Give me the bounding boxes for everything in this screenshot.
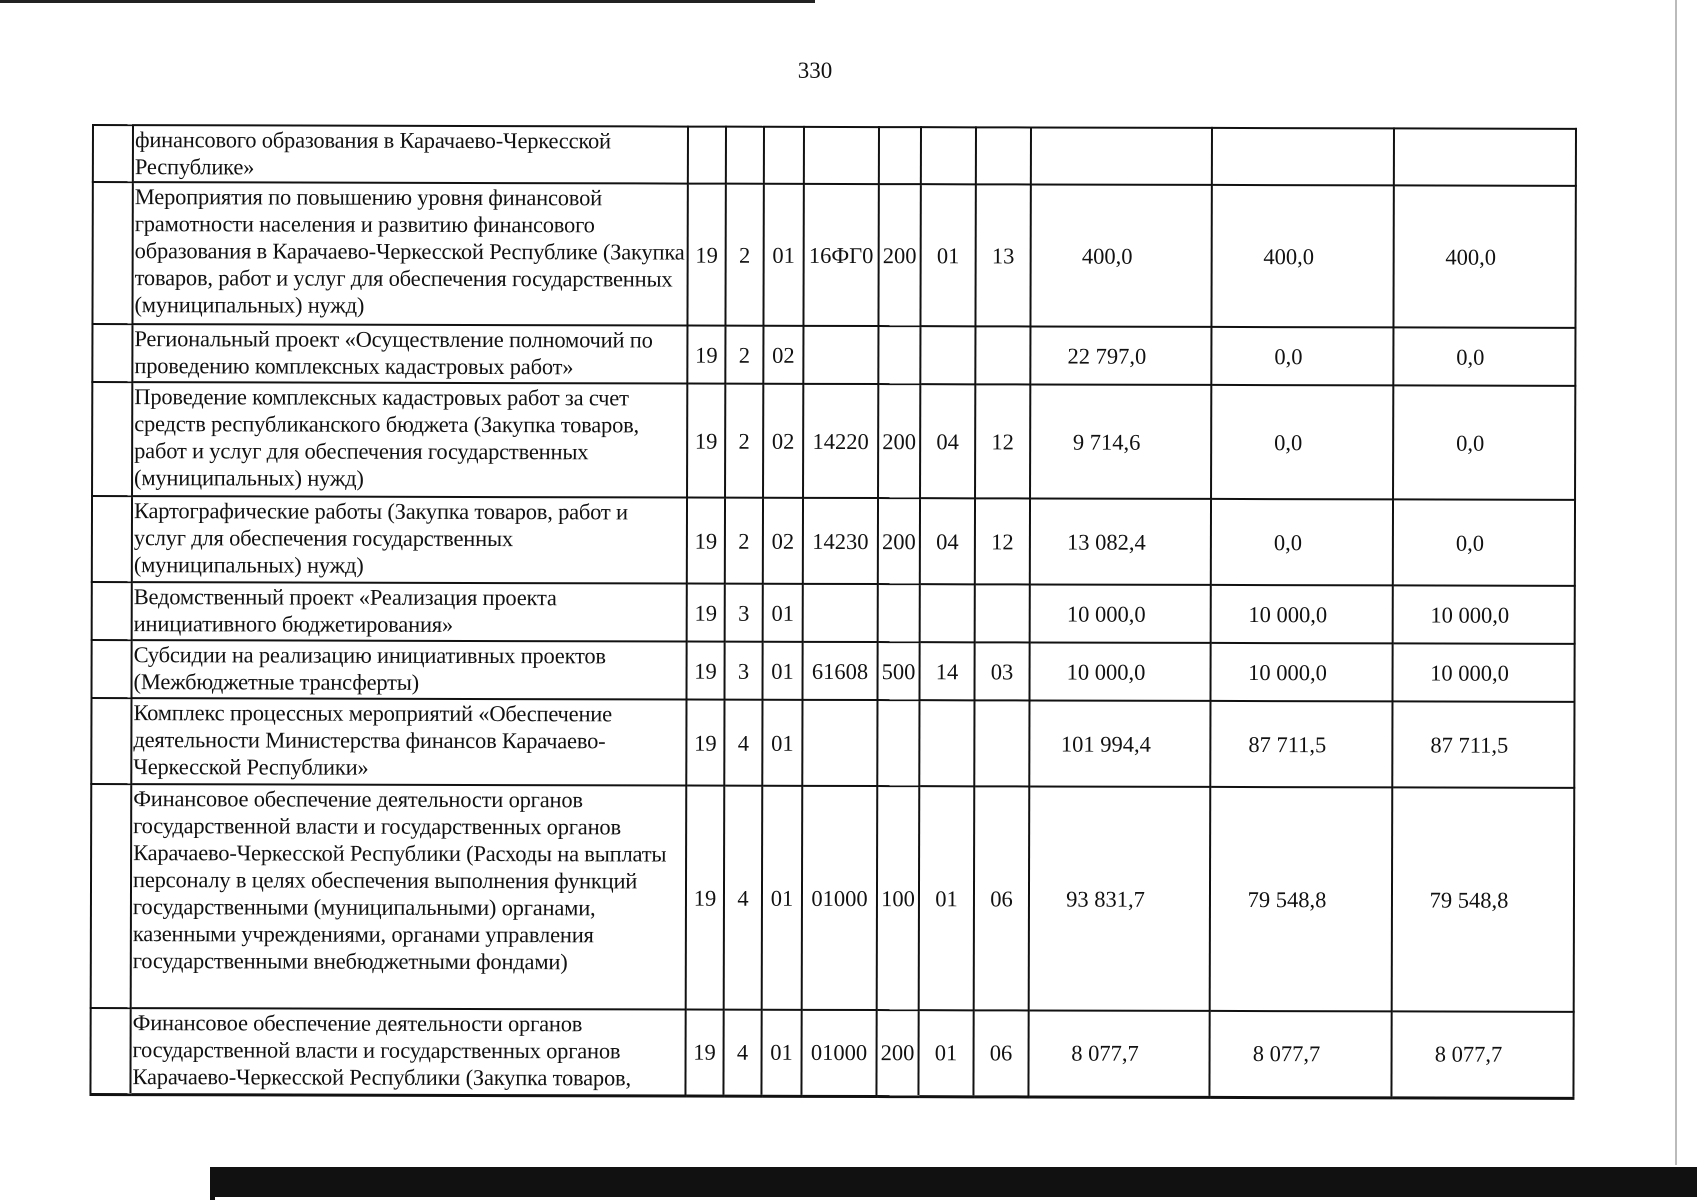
subsection-code: 06 bbox=[973, 1010, 1028, 1096]
subprogram-code bbox=[726, 127, 764, 184]
amount-year-1: 10 000,0 bbox=[1029, 642, 1210, 700]
amount-year-1: 9 714,6 bbox=[1030, 384, 1211, 498]
expense-name: Финансовое обеспечение деятельности органов государственной власти и государственных органов Карачаево-Черкесской Республики (Расходы на выплаты персоналу в целях обеспечения выполнения функций государственными (муниципальными) органами, казенными учреждениями, органами управления государственными внебюджетными фондами) bbox=[131, 784, 687, 1009]
event-code: 01 bbox=[762, 786, 803, 1010]
subprogram-code: 2 bbox=[725, 384, 763, 498]
event-code bbox=[764, 127, 804, 184]
row-number bbox=[90, 1008, 130, 1094]
direction-code: 01000 bbox=[801, 1010, 876, 1096]
program-code: 19 bbox=[686, 642, 724, 700]
expense-type-code bbox=[877, 700, 919, 786]
scan-edge-top bbox=[0, 0, 815, 3]
event-code: 02 bbox=[763, 384, 803, 498]
program-code: 19 bbox=[686, 786, 725, 1010]
table-row bbox=[92, 582, 1575, 644]
amount-year-1: 400,0 bbox=[1030, 184, 1211, 326]
row-number bbox=[91, 698, 131, 784]
program-code: 19 bbox=[687, 326, 725, 384]
amount-year-2: 400,0 bbox=[1211, 185, 1393, 327]
section-code: 04 bbox=[920, 384, 975, 498]
table-row bbox=[93, 125, 1576, 186]
row-number bbox=[92, 324, 132, 382]
direction-code bbox=[803, 326, 878, 384]
subsection-code: 13 bbox=[975, 184, 1030, 326]
subsection-code bbox=[974, 700, 1029, 786]
table-row bbox=[92, 324, 1575, 386]
section-code: 01 bbox=[920, 184, 975, 326]
amount-year-3: 400,0 bbox=[1393, 185, 1575, 327]
table-row bbox=[92, 496, 1575, 586]
table-row bbox=[92, 182, 1575, 328]
expense-type-code bbox=[878, 326, 920, 384]
section-code bbox=[920, 326, 975, 384]
event-code: 01 bbox=[762, 700, 802, 786]
row-number bbox=[92, 182, 132, 324]
direction-code: 14220 bbox=[803, 384, 878, 498]
table-body bbox=[90, 125, 1576, 1098]
amount-year-3 bbox=[1394, 128, 1576, 185]
subsection-code bbox=[976, 127, 1031, 184]
section-code bbox=[921, 127, 976, 184]
direction-code: 61608 bbox=[802, 642, 877, 700]
subprogram-code: 2 bbox=[725, 326, 763, 384]
expense-type-code: 200 bbox=[876, 1010, 918, 1096]
event-code: 01 bbox=[763, 184, 803, 326]
row-number bbox=[92, 382, 132, 496]
direction-code: 01000 bbox=[802, 786, 878, 1010]
table-row bbox=[91, 640, 1574, 702]
direction-code bbox=[804, 127, 879, 184]
program-code: 19 bbox=[687, 584, 725, 642]
event-code: 01 bbox=[763, 584, 803, 642]
program-code: 19 bbox=[687, 384, 725, 498]
amount-year-2: 0,0 bbox=[1211, 327, 1393, 385]
subprogram-code: 2 bbox=[725, 184, 763, 326]
expense-name: Комплекс процессных мероприятий «Обеспечение деятельности Министерства финансов Карачаево-Черкесской Республики» bbox=[131, 698, 686, 785]
program-code bbox=[688, 127, 726, 184]
table-row bbox=[91, 698, 1574, 788]
program-code: 19 bbox=[686, 700, 724, 786]
subprogram-code: 4 bbox=[724, 786, 763, 1010]
direction-code bbox=[803, 584, 878, 642]
amount-year-1 bbox=[1031, 127, 1212, 184]
amount-year-1: 8 077,7 bbox=[1028, 1010, 1209, 1096]
amount-year-3: 0,0 bbox=[1393, 385, 1575, 499]
amount-year-3: 8 077,7 bbox=[1391, 1011, 1573, 1097]
direction-code: 16ФГ0 bbox=[803, 184, 878, 326]
amount-year-3: 10 000,0 bbox=[1393, 585, 1575, 643]
subprogram-code: 3 bbox=[724, 642, 762, 700]
amount-year-3: 0,0 bbox=[1393, 499, 1575, 585]
section-code: 01 bbox=[918, 1010, 973, 1096]
subprogram-code: 4 bbox=[724, 700, 762, 786]
amount-year-2 bbox=[1212, 128, 1394, 185]
amount-year-2: 87 711,5 bbox=[1210, 701, 1392, 787]
expense-name: Субсидии на реализацию инициативных проектов (Межбюджетные трансферты) bbox=[131, 640, 686, 699]
expense-type-code: 200 bbox=[878, 384, 920, 498]
event-code: 01 bbox=[762, 642, 802, 700]
expense-type-code bbox=[879, 127, 921, 184]
expense-name: Региональный проект «Осуществление полномочий по проведению комплексных кадастровых работ» bbox=[132, 324, 687, 383]
section-code bbox=[919, 700, 974, 786]
table-row bbox=[92, 382, 1575, 500]
amount-year-2: 79 548,8 bbox=[1210, 787, 1393, 1011]
subprogram-code: 3 bbox=[725, 584, 763, 642]
event-code: 02 bbox=[763, 326, 803, 384]
scan-edge-right bbox=[1675, 0, 1677, 1165]
amount-year-1: 22 797,0 bbox=[1030, 326, 1211, 384]
amount-year-3: 87 711,5 bbox=[1392, 701, 1574, 787]
section-code bbox=[920, 584, 975, 642]
scan-edge-bottom bbox=[210, 1167, 1697, 1200]
amount-year-2: 10 000,0 bbox=[1211, 585, 1393, 643]
amount-year-1: 13 082,4 bbox=[1030, 498, 1211, 584]
section-code: 01 bbox=[919, 786, 975, 1010]
amount-year-1: 10 000,0 bbox=[1030, 584, 1211, 642]
subsection-code: 06 bbox=[974, 786, 1030, 1010]
amount-year-2: 8 077,7 bbox=[1209, 1011, 1391, 1097]
expense-name: Проведение комплексных кадастровых работ за счет средств республиканского бюджета (Закупка товаров, работ и услуг для обеспечения государственных (муниципальных) нужд) bbox=[132, 382, 687, 497]
program-code: 19 bbox=[687, 184, 725, 326]
amount-year-2: 0,0 bbox=[1211, 499, 1393, 585]
amount-year-2: 0,0 bbox=[1211, 385, 1393, 499]
expense-name: финансового образования в Карачаево-Черкесской Республике» bbox=[133, 125, 688, 183]
table-row bbox=[90, 1008, 1573, 1098]
row-number bbox=[92, 582, 132, 640]
expense-type-code bbox=[878, 584, 920, 642]
expense-name: Ведомственный проект «Реализация проекта инициативного бюджетирования» bbox=[132, 582, 687, 641]
row-number bbox=[92, 496, 132, 582]
subsection-code: 03 bbox=[974, 642, 1029, 700]
subsection-code bbox=[975, 584, 1030, 642]
expense-type-code: 100 bbox=[877, 786, 920, 1010]
row-number bbox=[91, 784, 132, 1008]
subsection-code bbox=[975, 326, 1030, 384]
event-code: 01 bbox=[761, 1010, 801, 1096]
row-number bbox=[93, 125, 133, 182]
amount-year-2: 10 000,0 bbox=[1210, 643, 1392, 701]
expense-name: Мероприятия по повышению уровня финансовой грамотности населения и развитию финансового образования в Карачаево-Черкесской Республике (Закупка товаров, работ и услуг для обеспечения государственных (муниципальных) нужд) bbox=[132, 182, 687, 325]
subsection-code: 12 bbox=[975, 384, 1030, 498]
subprogram-code: 2 bbox=[725, 498, 763, 584]
program-code: 19 bbox=[685, 1010, 723, 1096]
event-code: 02 bbox=[763, 498, 803, 584]
section-code: 14 bbox=[919, 642, 974, 700]
section-code: 04 bbox=[920, 498, 975, 584]
expense-type-code: 200 bbox=[878, 184, 920, 326]
page-number: 330 bbox=[797, 58, 833, 83]
row-number bbox=[91, 640, 131, 698]
amount-year-3: 79 548,8 bbox=[1392, 787, 1575, 1011]
expense-type-code: 500 bbox=[877, 642, 919, 700]
direction-code: 14230 bbox=[803, 498, 878, 584]
amount-year-3: 0,0 bbox=[1393, 327, 1575, 385]
expense-name: Финансовое обеспечение деятельности органов государственной власти и государственных органов Карачаево-Черкесской Республики (Закупка товаров, bbox=[130, 1008, 685, 1095]
amount-year-3: 10 000,0 bbox=[1392, 643, 1574, 701]
amount-year-1: 93 831,7 bbox=[1029, 786, 1211, 1010]
amount-year-1: 101 994,4 bbox=[1029, 700, 1210, 786]
expense-type-code: 200 bbox=[878, 498, 920, 584]
expense-name: Картографические работы (Закупка товаров, работ и услуг для обеспечения государственных (муниципальных) нужд) bbox=[132, 496, 687, 583]
program-code: 19 bbox=[687, 498, 725, 584]
budget-table bbox=[89, 124, 1577, 1099]
subsection-code: 12 bbox=[975, 498, 1030, 584]
subprogram-code: 4 bbox=[723, 1010, 761, 1096]
table-row bbox=[91, 784, 1575, 1012]
direction-code bbox=[802, 700, 877, 786]
